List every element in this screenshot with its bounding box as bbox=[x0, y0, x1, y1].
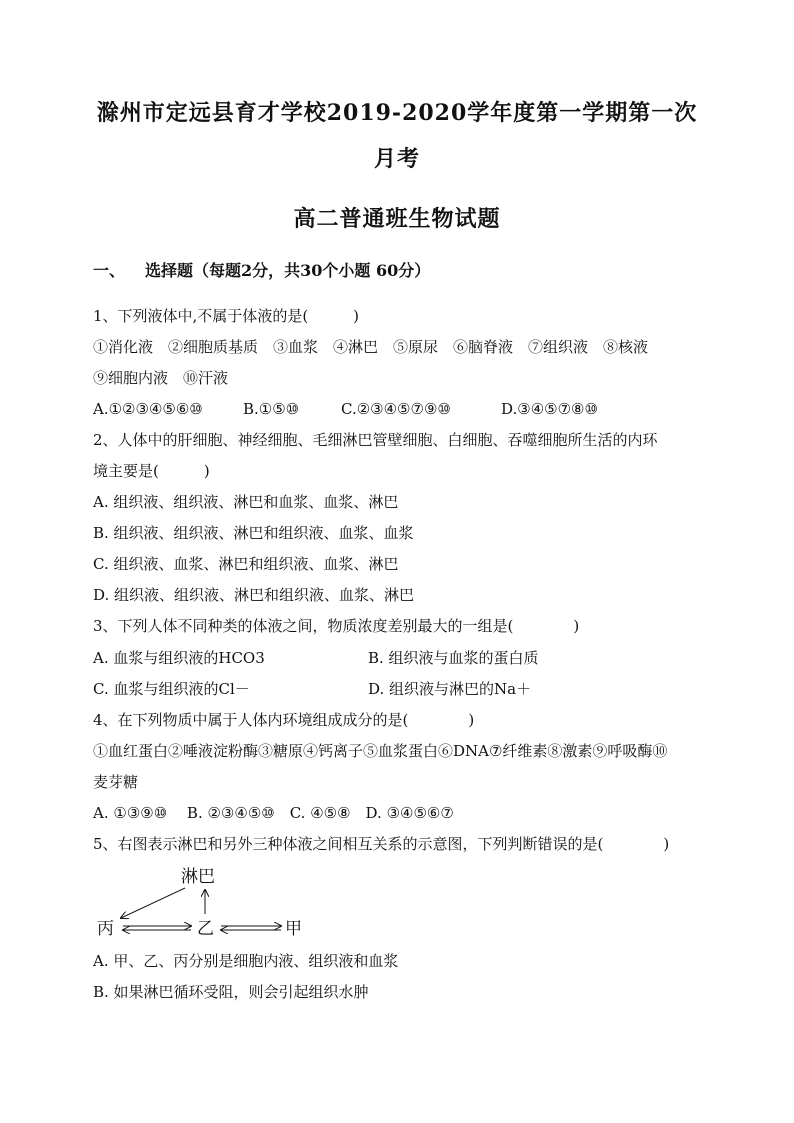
q5-stem: 5、右图表示淋巴和另外三种体液之间相互关系的示意图，下列判断错误的是( ) bbox=[93, 835, 670, 853]
q3-option-d: D. 组织液与淋巴的Na＋ bbox=[368, 680, 532, 698]
q1-items-line1: ①消化液 ②细胞质基质 ③血浆 ④淋巴 ⑤原尿 ⑥脑脊液 ⑦组织液 ⑧核液 bbox=[93, 338, 649, 356]
q5-option-a: A. 甲、乙、丙分别是细胞内液、组织液和血浆 bbox=[93, 952, 399, 970]
q2-option-d: D. 组织液、组织液、淋巴和组织液、血浆、淋巴 bbox=[93, 586, 415, 604]
section-number: 一、 bbox=[93, 261, 126, 280]
diagram-label-jia: 甲 bbox=[285, 919, 302, 939]
q1-option-d: D.③④⑤⑦⑧⑩ bbox=[501, 400, 598, 418]
exam-title-line1: 滁州市定远县育才学校2019-2020学年度第一学期第一次 bbox=[96, 100, 698, 126]
exam-subtitle: 高二普通班生物试题 bbox=[293, 206, 501, 232]
q1-option-b: B.①⑤⑩ bbox=[243, 400, 300, 418]
q4-items-line2: 麦芽糖 bbox=[93, 773, 139, 791]
body-fluid-diagram bbox=[93, 862, 323, 942]
q2-option-c: C. 组织液、血浆、淋巴和组织液、血浆、淋巴 bbox=[93, 555, 399, 573]
q3-option-b: B. 组织液与血浆的蛋白质 bbox=[368, 649, 539, 667]
q4-stem: 4、在下列物质中属于人体内环境组成成分的是( ) bbox=[93, 711, 475, 729]
exam-title-line2: 月考 bbox=[373, 146, 420, 172]
q1-option-a: A.①②③④⑤⑥⑩ bbox=[93, 400, 203, 418]
arrow-lymph-to-bing bbox=[121, 888, 185, 918]
q5-option-b: B. 如果淋巴循环受阻，则会引起组织水肿 bbox=[93, 983, 369, 1001]
q2-option-b: B. 组织液、组织液、淋巴和组织液、血浆、血浆 bbox=[93, 524, 414, 542]
section-heading bbox=[93, 258, 430, 281]
q3-option-c: C. 血浆与组织液的Cl－ bbox=[93, 680, 250, 698]
q4-items-line1: ①血红蛋白②唾液淀粉酶③糖原④钙离子⑤血浆蛋白⑥DNA⑦纤维素⑧激素⑨呼吸酶⑩ bbox=[93, 742, 668, 760]
diagram-label-yi: 乙 bbox=[197, 919, 214, 939]
diagram-label-bing: 丙 bbox=[97, 919, 114, 939]
q2-stem-line1: 2、人体中的肝细胞、神经细胞、毛细淋巴管壁细胞、白细胞、吞噬细胞所生活的内环 bbox=[93, 431, 658, 449]
q3-option-a: A. 血浆与组织液的HCO3 bbox=[93, 649, 265, 667]
q2-stem-line2: 境主要是( ) bbox=[93, 462, 210, 480]
q2-option-a: A. 组织液、组织液、淋巴和血浆、血浆、淋巴 bbox=[93, 493, 399, 511]
q3-stem: 3、下列人体不同种类的体液之间，物质浓度差别最大的一组是( ) bbox=[93, 617, 580, 635]
q4-options: A. ①③⑨⑩ B. ②③④⑤⑩ C. ④⑤⑧ D. ③④⑤⑥⑦ bbox=[93, 804, 454, 822]
q1-stem: 1、下列液体中,不属于体液的是( ) bbox=[93, 307, 360, 325]
q1-option-c: C.②③④⑤⑦⑨⑩ bbox=[341, 400, 451, 418]
q1-options bbox=[93, 398, 598, 420]
q1-items-line2: ⑨细胞内液 ⑩汗液 bbox=[93, 369, 229, 387]
diagram-label-lymph: 淋巴 bbox=[181, 867, 215, 887]
section-label: 选择题（每题2分，共30个小题 60分） bbox=[145, 261, 431, 280]
